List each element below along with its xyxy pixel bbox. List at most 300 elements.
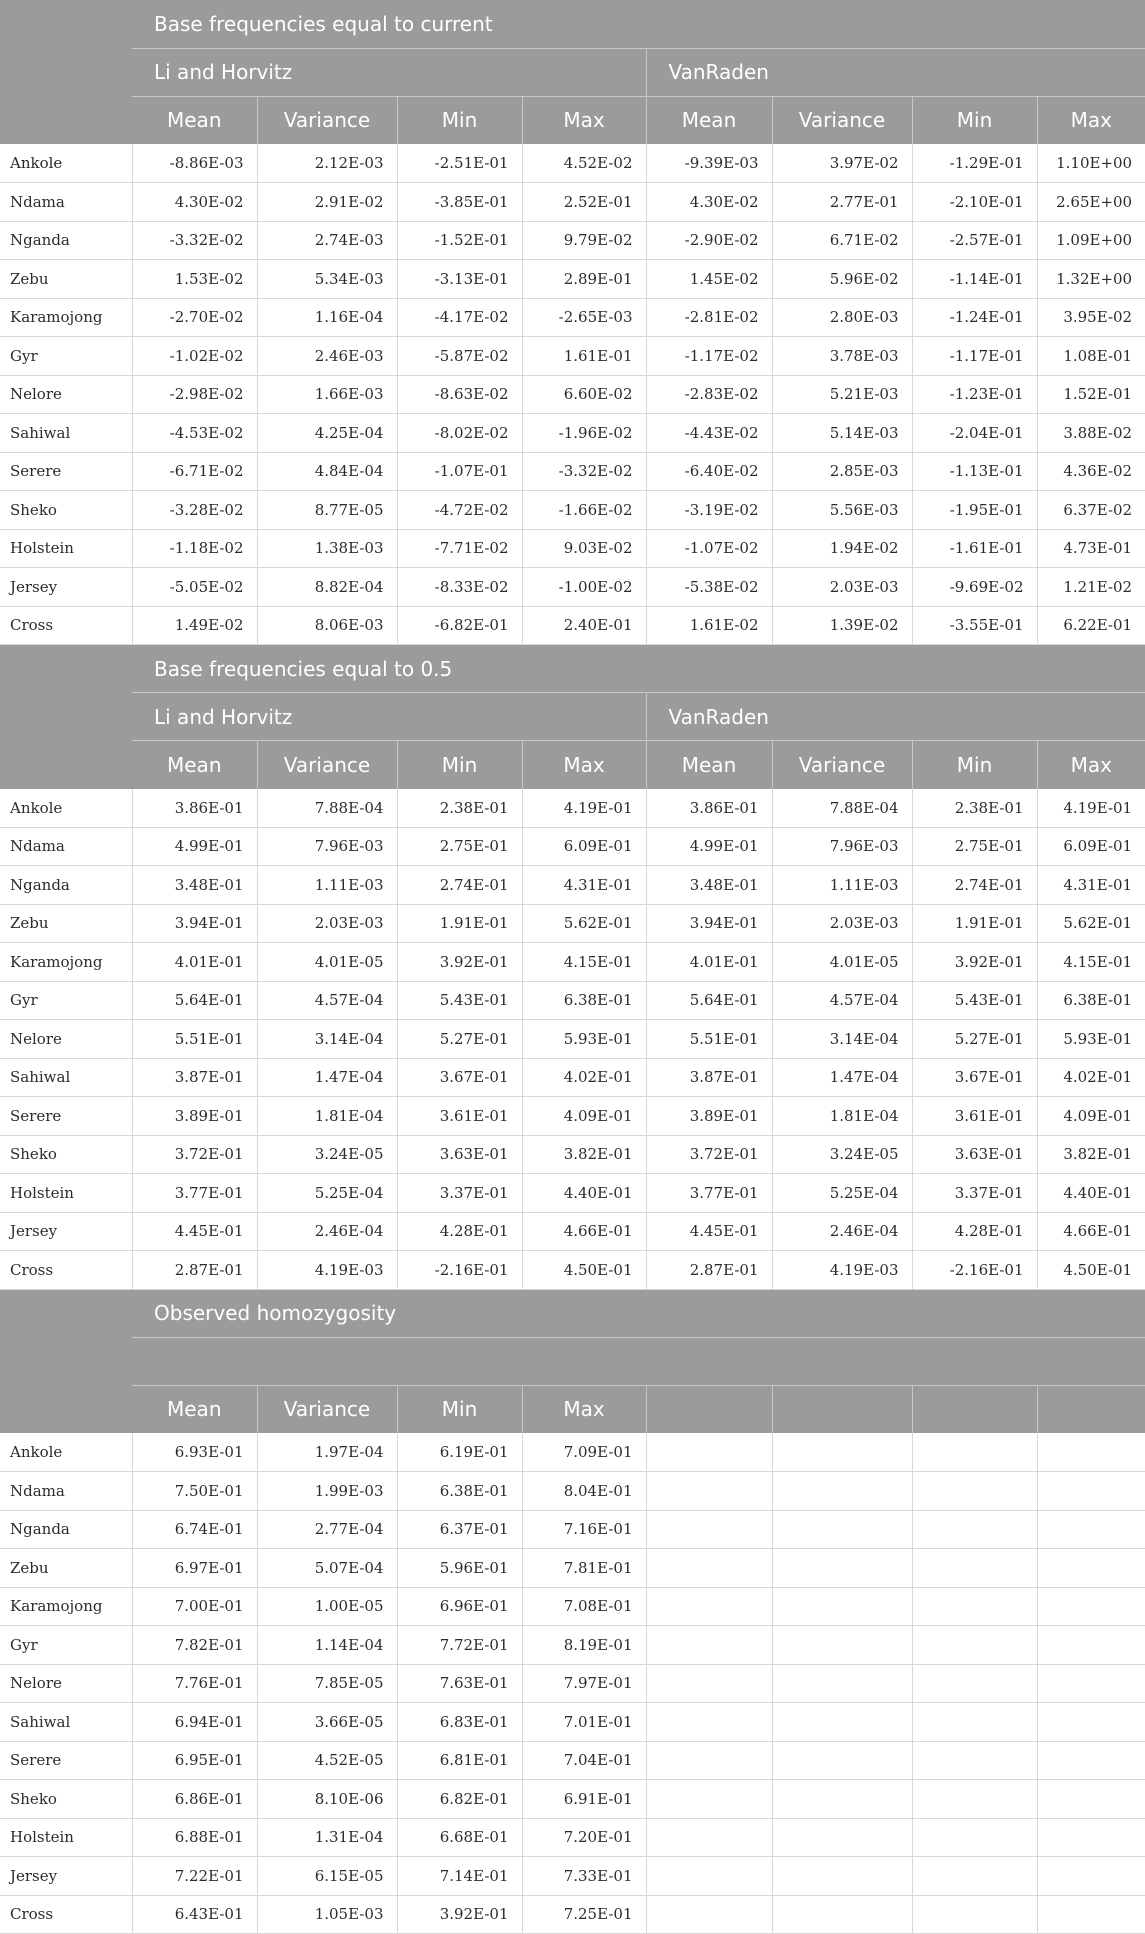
value-cell: 3.61E-01 (912, 1097, 1037, 1136)
value-cell: 7.08E-01 (522, 1587, 646, 1626)
value-cell: 4.19E-01 (522, 789, 646, 828)
empty-cell (912, 1703, 1037, 1742)
table-row (0, 1780, 1145, 1819)
value-cell: 3.94E-01 (132, 904, 257, 943)
value-cell: 4.19E-01 (1037, 789, 1145, 828)
value-cell: 7.88E-04 (772, 789, 912, 828)
corner-cell (0, 693, 132, 741)
value-cell: -3.13E-01 (397, 260, 522, 299)
value-cell: 7.82E-01 (132, 1626, 257, 1665)
breed-label: Nelore (0, 1020, 132, 1059)
breed-label: Sahiwal (0, 414, 132, 453)
group-header: VanRaden (646, 693, 1145, 741)
value-cell: 2.03E-03 (772, 568, 912, 607)
value-cell: 2.77E-04 (257, 1510, 397, 1549)
value-cell: 6.81E-01 (397, 1741, 522, 1780)
value-cell: -1.23E-01 (912, 375, 1037, 414)
breed-label: Serere (0, 1097, 132, 1136)
value-cell: 8.06E-03 (257, 606, 397, 645)
column-header: Mean (132, 96, 257, 144)
value-cell: 3.67E-01 (397, 1058, 522, 1097)
breed-label: Ankole (0, 144, 132, 183)
value-cell: 2.12E-03 (257, 144, 397, 183)
value-cell: 7.97E-01 (522, 1664, 646, 1703)
column-header: Min (397, 96, 522, 144)
breed-label: Zebu (0, 260, 132, 299)
value-cell: 2.40E-01 (522, 606, 646, 645)
value-cell: 7.25E-01 (522, 1895, 646, 1934)
breed-label: Ankole (0, 1433, 132, 1472)
value-cell: 6.37E-01 (397, 1510, 522, 1549)
value-cell: -1.02E-02 (132, 337, 257, 376)
empty-cell (772, 1549, 912, 1588)
empty-cell (912, 1587, 1037, 1626)
empty-cell (646, 1741, 772, 1780)
empty-cell (912, 1818, 1037, 1857)
column-header: Min (397, 1385, 522, 1433)
value-cell: 1.08E-01 (1037, 337, 1145, 376)
value-cell: -1.17E-02 (646, 337, 772, 376)
value-cell: 1.61E-02 (646, 606, 772, 645)
value-cell: 6.43E-01 (132, 1895, 257, 1934)
value-cell: -1.17E-01 (912, 337, 1037, 376)
value-cell: 1.97E-04 (257, 1433, 397, 1472)
empty-cell (1037, 1780, 1145, 1819)
table-row (0, 337, 1145, 376)
column-header-empty (912, 1385, 1037, 1433)
value-cell: 1.16E-04 (257, 298, 397, 337)
value-cell: 2.03E-03 (772, 904, 912, 943)
value-cell: 5.14E-03 (772, 414, 912, 453)
value-cell: 7.76E-01 (132, 1664, 257, 1703)
value-cell: 2.87E-01 (132, 1251, 257, 1290)
value-cell: -5.87E-02 (397, 337, 522, 376)
table-row (0, 1741, 1145, 1780)
group-header: VanRaden (646, 48, 1145, 96)
value-cell: 4.19E-03 (772, 1251, 912, 1290)
value-cell: 7.85E-05 (257, 1664, 397, 1703)
table-row (0, 981, 1145, 1020)
value-cell: -1.66E-02 (522, 491, 646, 530)
value-cell: 4.40E-01 (522, 1174, 646, 1213)
value-cell: 5.25E-04 (772, 1174, 912, 1213)
value-cell: 8.04E-01 (522, 1472, 646, 1511)
value-cell: 3.88E-02 (1037, 414, 1145, 453)
value-cell: -2.10E-01 (912, 183, 1037, 222)
value-cell: 3.92E-01 (912, 943, 1037, 982)
breed-label: Ankole (0, 789, 132, 828)
group-header-empty (132, 1337, 1145, 1385)
empty-cell (772, 1626, 912, 1665)
table-row (0, 491, 1145, 530)
table-row (0, 144, 1145, 183)
value-cell: 5.25E-04 (257, 1174, 397, 1213)
breed-label: Jersey (0, 1212, 132, 1251)
value-cell: 2.46E-03 (257, 337, 397, 376)
section-title: Base frequencies equal to 0.5 (132, 645, 1145, 693)
section-title-row (0, 645, 1145, 693)
value-cell: 6.93E-01 (132, 1433, 257, 1472)
value-cell: 5.93E-01 (522, 1020, 646, 1059)
value-cell: -3.85E-01 (397, 183, 522, 222)
value-cell: 2.65E+00 (1037, 183, 1145, 222)
value-cell: -2.83E-02 (646, 375, 772, 414)
value-cell: 7.50E-01 (132, 1472, 257, 1511)
value-cell: 4.50E-01 (1037, 1251, 1145, 1290)
value-cell: 3.86E-01 (132, 789, 257, 828)
table-row (0, 1664, 1145, 1703)
empty-cell (772, 1818, 912, 1857)
value-cell: -2.98E-02 (132, 375, 257, 414)
value-cell: -3.32E-02 (132, 221, 257, 260)
empty-cell (912, 1433, 1037, 1472)
value-cell: 2.46E-04 (772, 1212, 912, 1251)
value-cell: 9.03E-02 (522, 529, 646, 568)
table-row (0, 1857, 1145, 1896)
value-cell: 7.16E-01 (522, 1510, 646, 1549)
table-row (0, 1818, 1145, 1857)
column-header: Variance (772, 741, 912, 789)
corner-cell (0, 741, 132, 789)
value-cell: 7.96E-03 (772, 827, 912, 866)
value-cell: 6.37E-02 (1037, 491, 1145, 530)
value-cell: -6.71E-02 (132, 452, 257, 491)
value-cell: 6.38E-01 (1037, 981, 1145, 1020)
breed-label: Ndama (0, 1472, 132, 1511)
value-cell: 7.88E-04 (257, 789, 397, 828)
value-cell: 3.78E-03 (772, 337, 912, 376)
value-cell: 1.39E-02 (772, 606, 912, 645)
table-row (0, 1587, 1145, 1626)
group-header: Li and Horvitz (132, 693, 646, 741)
value-cell: -1.52E-01 (397, 221, 522, 260)
value-cell: 1.91E-01 (397, 904, 522, 943)
value-cell: -6.40E-02 (646, 452, 772, 491)
value-cell: -8.33E-02 (397, 568, 522, 607)
section-title-row (0, 0, 1145, 48)
value-cell: 4.25E-04 (257, 414, 397, 453)
value-cell: 3.24E-05 (772, 1135, 912, 1174)
breed-label: Sheko (0, 491, 132, 530)
value-cell: 3.48E-01 (132, 866, 257, 905)
value-cell: 4.28E-01 (912, 1212, 1037, 1251)
group-header-row (0, 693, 1145, 741)
value-cell: 3.14E-04 (772, 1020, 912, 1059)
value-cell: 6.74E-01 (132, 1510, 257, 1549)
breed-label: Serere (0, 452, 132, 491)
value-cell: -2.70E-02 (132, 298, 257, 337)
value-cell: 6.38E-01 (397, 1472, 522, 1511)
value-cell: 3.82E-01 (522, 1135, 646, 1174)
value-cell: 4.99E-01 (646, 827, 772, 866)
column-header: Mean (646, 741, 772, 789)
value-cell: -2.65E-03 (522, 298, 646, 337)
value-cell: 4.66E-01 (522, 1212, 646, 1251)
value-cell: 3.87E-01 (646, 1058, 772, 1097)
value-cell: 5.51E-01 (646, 1020, 772, 1059)
value-cell: 5.51E-01 (132, 1020, 257, 1059)
column-header: Mean (132, 741, 257, 789)
value-cell: 3.63E-01 (397, 1135, 522, 1174)
value-cell: 7.72E-01 (397, 1626, 522, 1665)
empty-cell (912, 1510, 1037, 1549)
value-cell: 6.82E-01 (397, 1780, 522, 1819)
value-cell: 7.14E-01 (397, 1857, 522, 1896)
breed-label: Nganda (0, 1510, 132, 1549)
table-row (0, 298, 1145, 337)
value-cell: 1.45E-02 (646, 260, 772, 299)
breed-label: Ndama (0, 827, 132, 866)
value-cell: 6.15E-05 (257, 1857, 397, 1896)
value-cell: 3.89E-01 (646, 1097, 772, 1136)
corner-cell (0, 1385, 132, 1433)
column-header-empty (1037, 1385, 1145, 1433)
column-header-row (0, 741, 1145, 789)
value-cell: 2.74E-01 (912, 866, 1037, 905)
empty-cell (772, 1433, 912, 1472)
value-cell: 3.37E-01 (397, 1174, 522, 1213)
value-cell: 3.67E-01 (912, 1058, 1037, 1097)
value-cell: 1.14E-04 (257, 1626, 397, 1665)
value-cell: 1.31E-04 (257, 1818, 397, 1857)
breed-label: Karamojong (0, 943, 132, 982)
value-cell: 2.77E-01 (772, 183, 912, 222)
empty-cell (646, 1780, 772, 1819)
column-header: Mean (132, 1385, 257, 1433)
empty-cell (772, 1510, 912, 1549)
empty-cell (646, 1818, 772, 1857)
value-cell: 4.84E-04 (257, 452, 397, 491)
column-header: Max (1037, 741, 1145, 789)
value-cell: 6.71E-02 (772, 221, 912, 260)
group-header-row (0, 1337, 1145, 1385)
table-row (0, 1703, 1145, 1742)
value-cell: 4.01E-01 (132, 943, 257, 982)
empty-cell (772, 1664, 912, 1703)
value-cell: 1.81E-04 (772, 1097, 912, 1136)
value-cell: 1.38E-03 (257, 529, 397, 568)
value-cell: 8.77E-05 (257, 491, 397, 530)
value-cell: 7.33E-01 (522, 1857, 646, 1896)
value-cell: 2.87E-01 (646, 1251, 772, 1290)
value-cell: 7.20E-01 (522, 1818, 646, 1857)
column-header: Max (522, 1385, 646, 1433)
empty-cell (772, 1895, 912, 1934)
value-cell: 3.37E-01 (912, 1174, 1037, 1213)
value-cell: 7.22E-01 (132, 1857, 257, 1896)
value-cell: 4.52E-02 (522, 144, 646, 183)
empty-cell (1037, 1664, 1145, 1703)
value-cell: 1.53E-02 (132, 260, 257, 299)
value-cell: -3.32E-02 (522, 452, 646, 491)
empty-cell (646, 1664, 772, 1703)
empty-cell (912, 1549, 1037, 1588)
value-cell: 1.61E-01 (522, 337, 646, 376)
column-header: Max (522, 741, 646, 789)
value-cell: 3.86E-01 (646, 789, 772, 828)
value-cell: 1.11E-03 (772, 866, 912, 905)
table-row (0, 452, 1145, 491)
breed-label: Zebu (0, 1549, 132, 1588)
value-cell: 3.95E-02 (1037, 298, 1145, 337)
value-cell: 6.97E-01 (132, 1549, 257, 1588)
value-cell: 3.14E-04 (257, 1020, 397, 1059)
value-cell: 4.31E-01 (522, 866, 646, 905)
column-header-empty (772, 1385, 912, 1433)
value-cell: 6.96E-01 (397, 1587, 522, 1626)
corner-cell (0, 1337, 132, 1385)
value-cell: 3.24E-05 (257, 1135, 397, 1174)
breed-label: Holstein (0, 1174, 132, 1213)
value-cell: 4.30E-02 (646, 183, 772, 222)
value-cell: 3.72E-01 (646, 1135, 772, 1174)
empty-cell (1037, 1549, 1145, 1588)
breed-label: Gyr (0, 337, 132, 376)
value-cell: 2.74E-01 (397, 866, 522, 905)
value-cell: 2.38E-01 (397, 789, 522, 828)
column-header-row (0, 96, 1145, 144)
table-row (0, 904, 1145, 943)
value-cell: 2.03E-03 (257, 904, 397, 943)
value-cell: -2.51E-01 (397, 144, 522, 183)
column-header: Variance (257, 1385, 397, 1433)
value-cell: 4.36E-02 (1037, 452, 1145, 491)
value-cell: 3.89E-01 (132, 1097, 257, 1136)
value-cell: 6.86E-01 (132, 1780, 257, 1819)
breed-label: Sahiwal (0, 1703, 132, 1742)
section-title: Base frequencies equal to current (132, 0, 1145, 48)
column-header: Max (1037, 96, 1145, 144)
breed-label: Gyr (0, 981, 132, 1020)
empty-cell (646, 1433, 772, 1472)
breed-label: Gyr (0, 1626, 132, 1665)
breed-label: Nganda (0, 221, 132, 260)
value-cell: 6.68E-01 (397, 1818, 522, 1857)
value-cell: 3.77E-01 (132, 1174, 257, 1213)
breed-label: Jersey (0, 1857, 132, 1896)
value-cell: 5.21E-03 (772, 375, 912, 414)
value-cell: 4.28E-01 (397, 1212, 522, 1251)
breed-label: Nganda (0, 866, 132, 905)
value-cell: -4.72E-02 (397, 491, 522, 530)
corner-cell (0, 645, 132, 693)
table-row (0, 1895, 1145, 1934)
value-cell: 9.79E-02 (522, 221, 646, 260)
empty-cell (646, 1549, 772, 1588)
value-cell: 6.88E-01 (132, 1818, 257, 1857)
table-row (0, 1174, 1145, 1213)
breed-label: Sheko (0, 1780, 132, 1819)
value-cell: 5.27E-01 (912, 1020, 1037, 1059)
value-cell: 5.34E-03 (257, 260, 397, 299)
value-cell: 2.80E-03 (772, 298, 912, 337)
value-cell: 7.63E-01 (397, 1664, 522, 1703)
empty-cell (1037, 1626, 1145, 1665)
value-cell: -2.57E-01 (912, 221, 1037, 260)
value-cell: 2.89E-01 (522, 260, 646, 299)
value-cell: -1.18E-02 (132, 529, 257, 568)
value-cell: -1.14E-01 (912, 260, 1037, 299)
value-cell: 2.75E-01 (397, 827, 522, 866)
value-cell: 1.81E-04 (257, 1097, 397, 1136)
value-cell: 6.09E-01 (522, 827, 646, 866)
value-cell: -1.07E-01 (397, 452, 522, 491)
column-header-empty (646, 1385, 772, 1433)
table-row (0, 1549, 1145, 1588)
value-cell: -8.02E-02 (397, 414, 522, 453)
value-cell: 8.19E-01 (522, 1626, 646, 1665)
value-cell: 6.60E-02 (522, 375, 646, 414)
column-header: Variance (772, 96, 912, 144)
breed-label: Cross (0, 606, 132, 645)
value-cell: 4.50E-01 (522, 1251, 646, 1290)
table-row (0, 375, 1145, 414)
value-cell: 4.30E-02 (132, 183, 257, 222)
empty-cell (912, 1780, 1037, 1819)
table-row (0, 260, 1145, 299)
value-cell: 1.09E+00 (1037, 221, 1145, 260)
table-row (0, 414, 1145, 453)
table-row (0, 606, 1145, 645)
empty-cell (772, 1587, 912, 1626)
breed-label: Karamojong (0, 1587, 132, 1626)
empty-cell (646, 1857, 772, 1896)
empty-cell (1037, 1818, 1145, 1857)
empty-cell (912, 1741, 1037, 1780)
value-cell: 6.94E-01 (132, 1703, 257, 1742)
breed-label: Zebu (0, 904, 132, 943)
value-cell: 5.93E-01 (1037, 1020, 1145, 1059)
empty-cell (646, 1587, 772, 1626)
table-row (0, 1097, 1145, 1136)
empty-cell (1037, 1510, 1145, 1549)
value-cell: 4.02E-01 (1037, 1058, 1145, 1097)
value-cell: 4.52E-05 (257, 1741, 397, 1780)
value-cell: 7.09E-01 (522, 1433, 646, 1472)
value-cell: 7.96E-03 (257, 827, 397, 866)
breed-label: Serere (0, 1741, 132, 1780)
table-row (0, 789, 1145, 828)
value-cell: 4.09E-01 (522, 1097, 646, 1136)
empty-cell (1037, 1587, 1145, 1626)
corner-cell (0, 1289, 132, 1337)
value-cell: -3.19E-02 (646, 491, 772, 530)
value-cell: -2.16E-01 (397, 1251, 522, 1290)
value-cell: 2.74E-03 (257, 221, 397, 260)
value-cell: 7.81E-01 (522, 1549, 646, 1588)
value-cell: -2.81E-02 (646, 298, 772, 337)
value-cell: -1.07E-02 (646, 529, 772, 568)
breed-label: Nelore (0, 1664, 132, 1703)
empty-cell (646, 1472, 772, 1511)
value-cell: 5.27E-01 (397, 1020, 522, 1059)
breed-label: Karamojong (0, 298, 132, 337)
value-cell: 3.97E-02 (772, 144, 912, 183)
value-cell: 2.91E-02 (257, 183, 397, 222)
column-header: Mean (646, 96, 772, 144)
value-cell: 1.05E-03 (257, 1895, 397, 1934)
value-cell: 5.62E-01 (522, 904, 646, 943)
value-cell: 4.45E-01 (132, 1212, 257, 1251)
value-cell: 4.15E-01 (1037, 943, 1145, 982)
value-cell: 3.87E-01 (132, 1058, 257, 1097)
value-cell: 1.91E-01 (912, 904, 1037, 943)
value-cell: -1.13E-01 (912, 452, 1037, 491)
value-cell: 4.02E-01 (522, 1058, 646, 1097)
value-cell: 4.45E-01 (646, 1212, 772, 1251)
value-cell: 1.52E-01 (1037, 375, 1145, 414)
column-header: Min (912, 96, 1037, 144)
